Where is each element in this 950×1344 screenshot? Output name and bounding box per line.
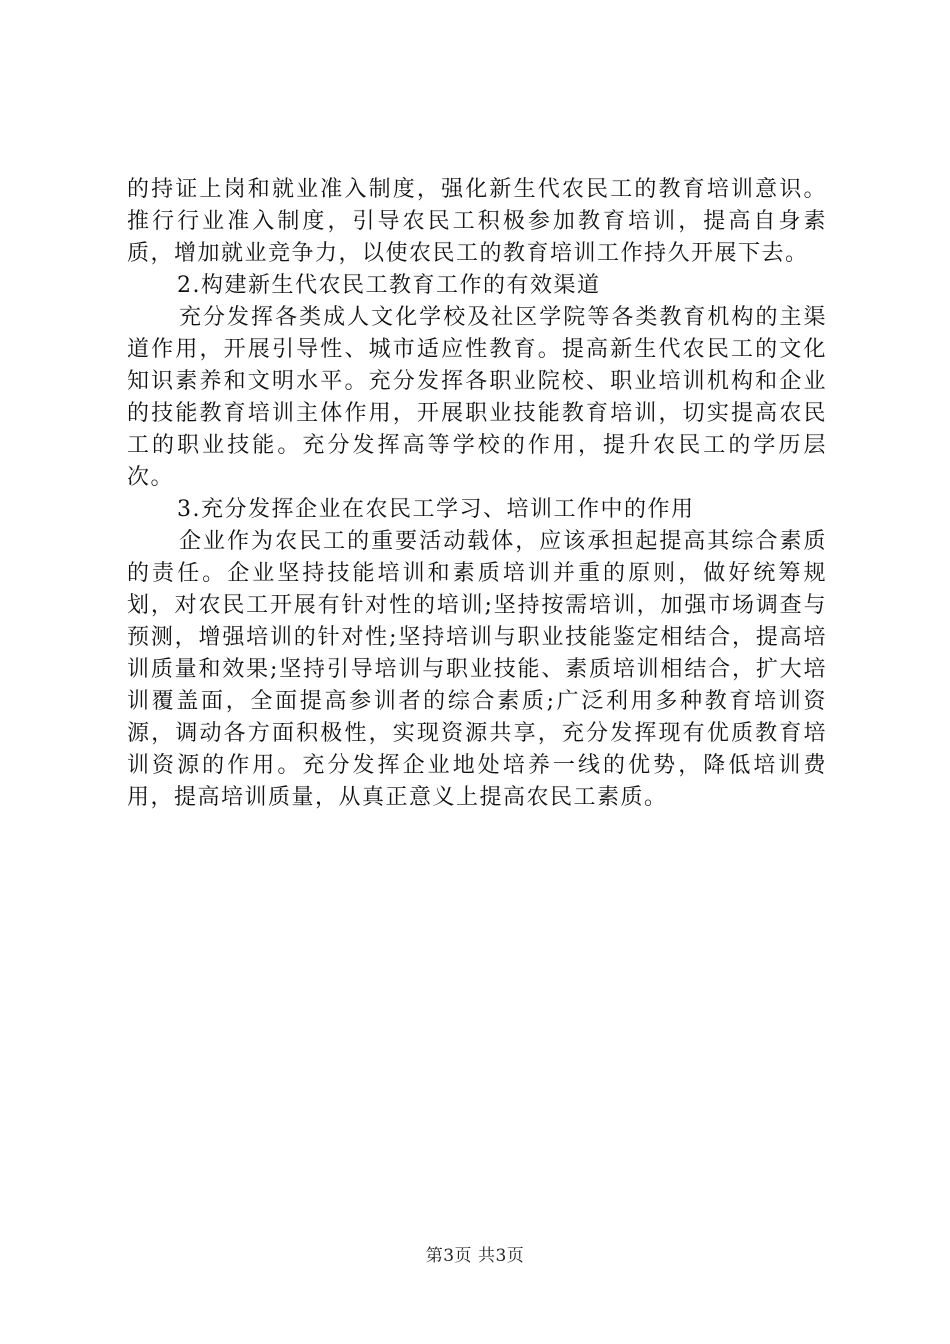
- paragraph-channels: 充分发挥各类成人文化学校及社区学院等各类教育机构的主渠道作用，开展引导性、城市适应性教育。提高新生代农民工的文化知识素养和文明水平。充分发挥各职业院校、职业培训机构和企业的技能教育培训主体作用，开展职业技能教育培训，切实提高农民工的职业技能。充分发挥高等学校的作用，提升农民工的学历层次。: [127, 305, 827, 490]
- document-body: [127, 174, 827, 814]
- section-heading-2: 2.构建新生代农民工教育工作的有效渠道: [177, 273, 601, 298]
- paragraph-enterprise-role: 企业作为农民工的重要活动载体，应该承担起提高其综合素质的责任。企业坚持技能培训和素质培训并重的原则，做好统筹规划，对农民工开展有针对性的培训;坚持按需培训，加强市场调查与预测，增强培训的针对性;坚持培训与职业技能鉴定相结合，提高培训质量和效果;坚持引导培训与职业技能、素质培训相结合，扩大培训覆盖面，全面提高参训者的综合素质;广泛利用多种教育培训资源，调动各方面积极性，实现资源共享，充分发挥现有优质教育培训资源的作用。充分发挥企业地处培养一线的优势，降低培训费用，提高培训质量，从真正意义上提高农民工素质。: [127, 529, 827, 810]
- paragraph-continuation: 的持证上岗和就业准入制度，强化新生代农民工的教育培训意识。推行行业准入制度，引导农民工积极参加教育培训，提高自身素质，增加就业竞争力，以使农民工的教育培训工作持久开展下去。: [127, 177, 827, 266]
- section-heading-3: 3.充分发挥企业在农民工学习、培训工作中的作用: [177, 497, 695, 522]
- page-footer: 第3页 共3页: [425, 1246, 525, 1266]
